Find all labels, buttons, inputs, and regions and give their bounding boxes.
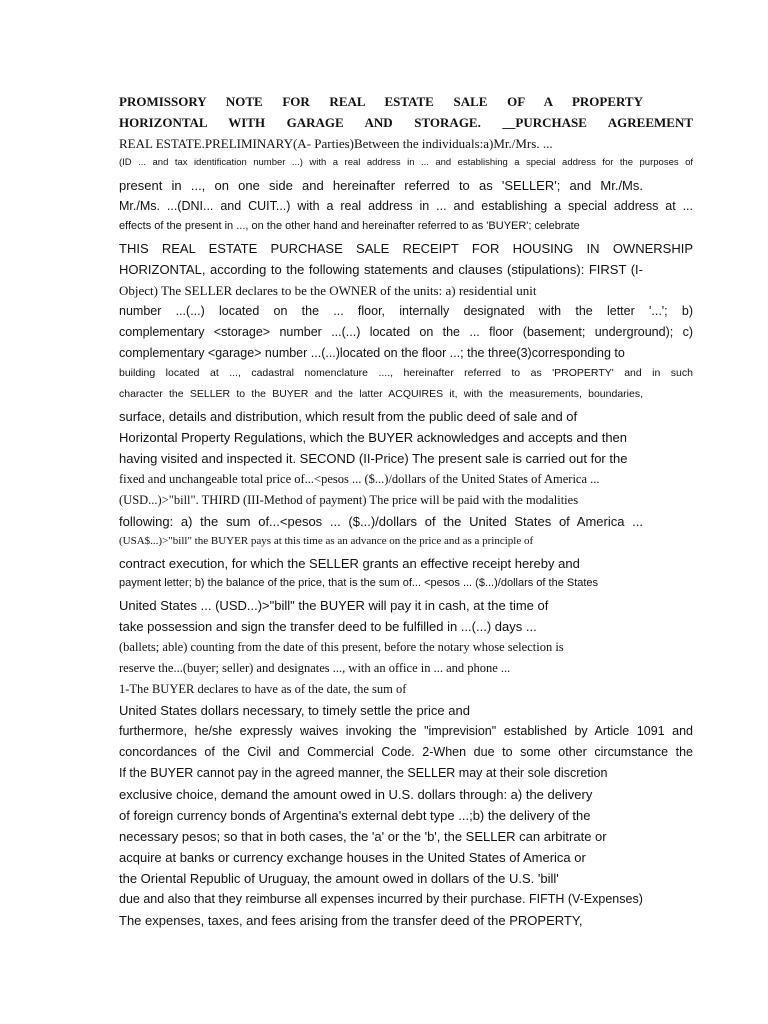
text-line-35: of foreign currency bonds of Argentina's external debt type ...;b) the delivery of the	[119, 808, 591, 823]
text-line-26: take possession and sign the transfer deed to be fulfilled in ...(...) days ...	[119, 619, 537, 634]
text-line-18: having visited and inspected it. SECOND (II-Price) The present sale is carried out for the	[119, 451, 628, 466]
text-line-10: Object) The SELLER declares to be the OWNER of the units: a) residential unit	[119, 283, 537, 298]
text-line-8: THIS REAL ESTATE PURCHASE SALE RECEIPT FOR HOUSING IN OWNERSHIP	[119, 241, 693, 256]
text-line-40: The expenses, taxes, and fees arising from the transfer deed of the PROPERTY,	[119, 913, 583, 928]
text-line-24: payment letter; b) the balance of the price, that is the sum of... <pesos ... ($...)/dollars of the States	[119, 577, 599, 589]
text-line-11: number ...(...) located on the ... floor, internally designated with the letter '...'; b)	[119, 304, 693, 318]
text-line-9: HORIZONTAL, according to the following statements and clauses (stipulations): FIRST (I-	[119, 262, 643, 277]
text-line-23: contract execution, for which the SELLER grants an effective receipt hereby and	[119, 556, 580, 571]
text-line-4: (ID ... and tax identification number ...) with a real address in ... and establishing a special address for the purposes of	[119, 157, 693, 168]
text-line-12: complementary <storage> number ...(...) located on the ... floor (basement; underground); c)	[119, 325, 693, 339]
text-line-13: complementary <garage> number ...(...)located on the floor ...; the three(3)corresponding to	[119, 346, 625, 360]
text-line-17: Horizontal Property Regulations, which the BUYER acknowledges and accepts and then	[119, 430, 628, 445]
text-line-37: acquire at banks or currency exchange houses in the United States of America or	[119, 850, 586, 865]
text-line-22: (USA$...)>"bill" the BUYER pays at this time as an advance on the price and as a principle of	[119, 535, 534, 547]
text-line-29: 1-The BUYER declares to have as of the date, the sum of	[119, 682, 407, 696]
text-line-28: reserve the...(buyer; seller) and designates ..., with an office in ... and phone ...	[119, 661, 511, 675]
text-line-33: If the BUYER cannot pay in the agreed manner, the SELLER may at their sole discretion	[119, 766, 608, 780]
text-line-6: Mr./Ms. ...(DNI... and CUIT...) with a real address in ... and establishing a special address at ...	[119, 199, 693, 213]
text-line-20: (USD...)>"bill". THIRD (III-Method of payment) The price will be paid with the modalities	[119, 493, 579, 507]
text-line-19: fixed and unchangeable total price of...<pesos ... ($...)/dollars of the United States of America ...	[119, 472, 600, 486]
document-title-line-2: HORIZONTAL WITH GARAGE AND STORAGE. __PURCHASE AGREEMENT	[119, 115, 693, 130]
text-line-38: the Oriental Republic of Uruguay, the amount owed in dollars of the U.S. 'bill'	[119, 871, 559, 886]
text-line-3: REAL ESTATE.PRELIMINARY(A- Parties)Between the individuals:a)Mr./Mrs. ...	[119, 136, 553, 151]
text-line-39: due and also that they reimburse all expenses incurred by their purchase. FIFTH (V-Expenses)	[119, 892, 643, 906]
text-line-27: (ballets; able) counting from the date of this present, before the notary whose selection is	[119, 640, 564, 654]
text-line-5: present in ..., on one side and hereinafter referred to as 'SELLER'; and Mr./Ms.	[119, 178, 643, 193]
text-line-36: necessary pesos; so that in both cases, the 'a' or the 'b', the SELLER can arbitrate or	[119, 829, 607, 844]
text-line-15: character the SELLER to the BUYER and the latter ACQUIRES it, with the measurements, boundaries,	[119, 388, 643, 400]
text-line-21: following: a) the sum of...<pesos ... ($...)/dollars of the United States of America ...	[119, 514, 643, 529]
text-line-32: concordances of the Civil and Commercial Code. 2-When due to some other circumstance the	[119, 745, 693, 759]
text-line-30: United States dollars necessary, to timely settle the price and	[119, 703, 470, 718]
document-title-line-1: PROMISSORY NOTE FOR REAL ESTATE SALE OF A PROPERTY	[119, 94, 643, 109]
text-line-14: building located at ..., cadastral nomenclature ...., hereinafter referred to as 'PROPERTY' and in such	[119, 367, 693, 379]
text-line-34: exclusive choice, demand the amount owed in U.S. dollars through: a) the delivery	[119, 787, 593, 802]
text-line-7: effects of the present in ..., on the other hand and hereinafter referred to as 'BUYER'; celebrate	[119, 220, 580, 232]
text-line-16: surface, details and distribution, which result from the public deed of sale and of	[119, 409, 578, 424]
text-line-25: United States ... (USD...)>"bill" the BUYER will pay it in cash, at the time of	[119, 598, 549, 613]
text-line-31: furthermore, he/she expressly waives invoking the "imprevision" established by Article 1091 and	[119, 724, 693, 738]
